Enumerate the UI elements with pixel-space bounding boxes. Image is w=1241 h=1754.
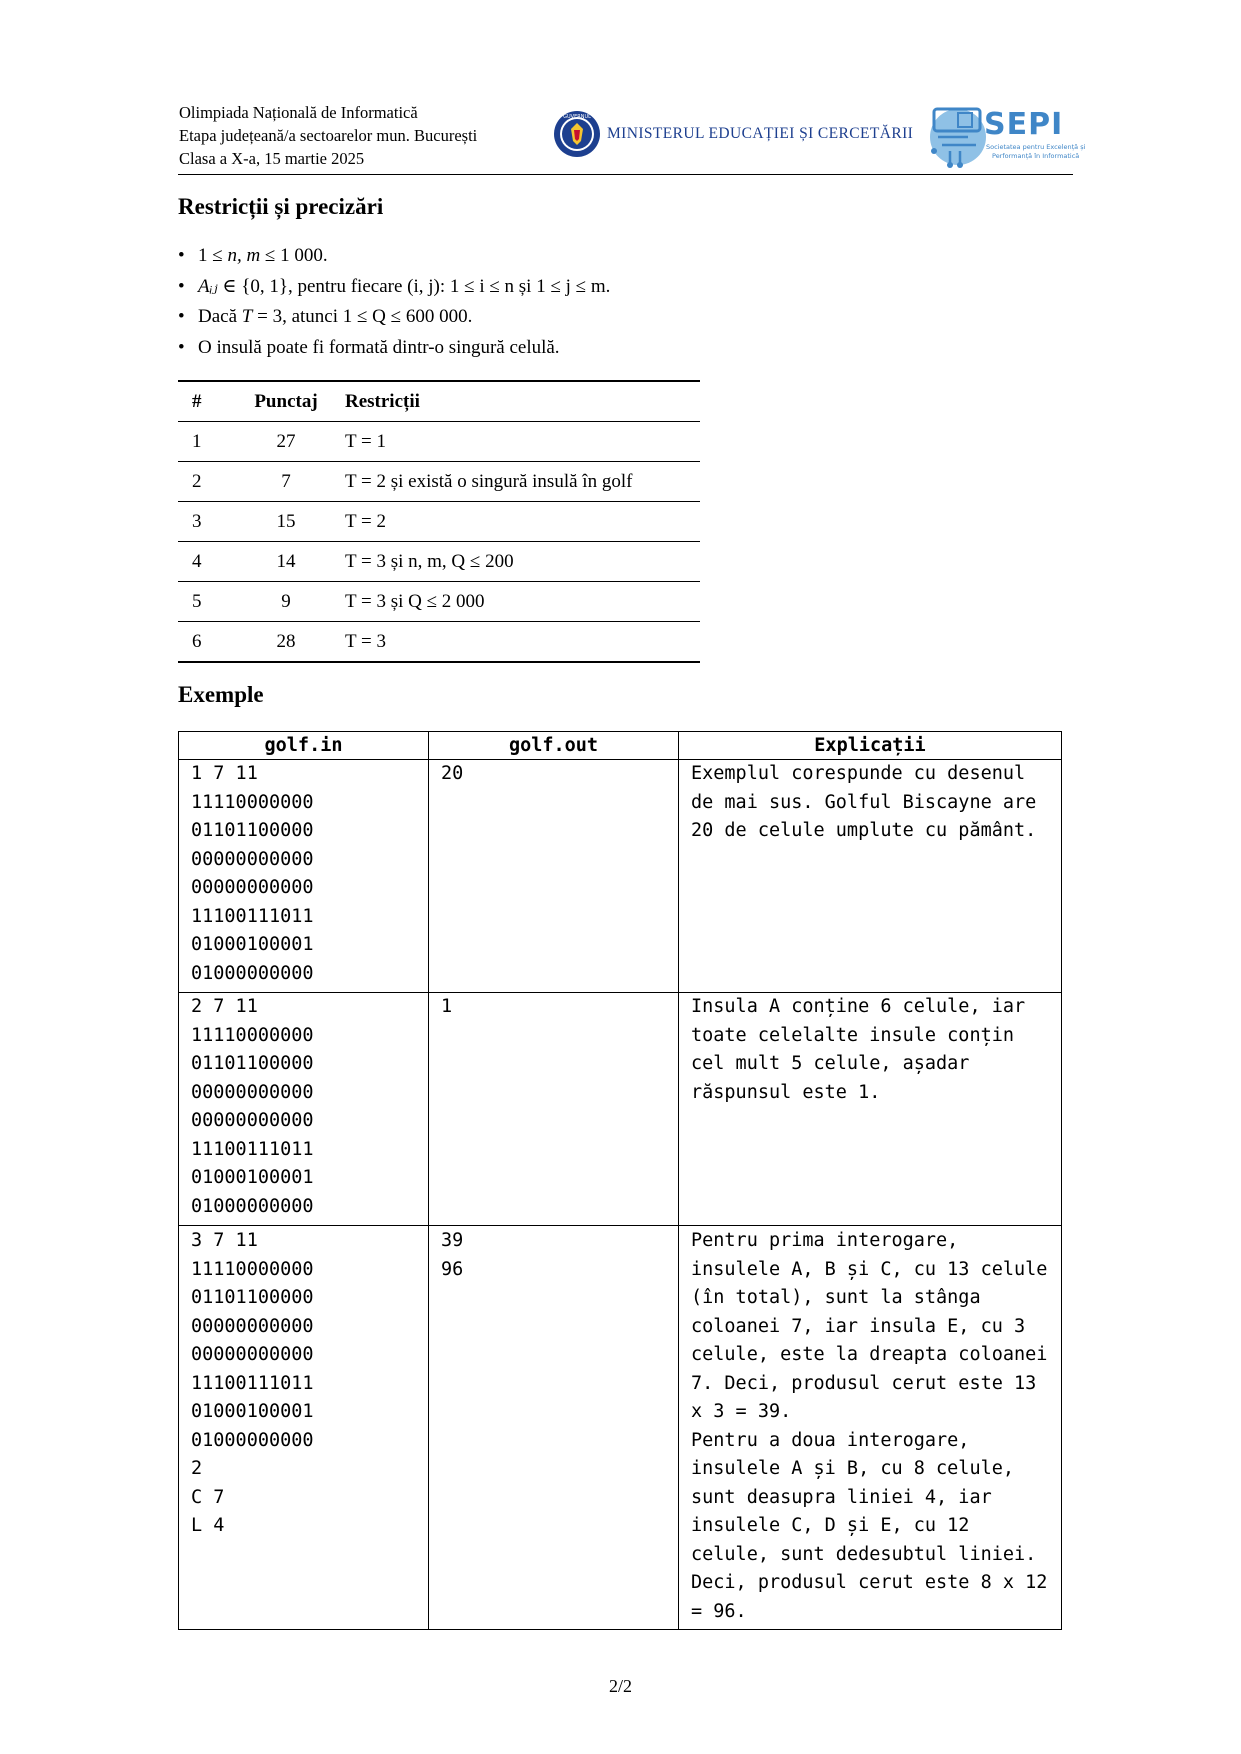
subtask-row (178, 422, 700, 462)
subtask-score: 28 (276, 630, 296, 652)
subtasks-table (178, 380, 700, 663)
subtask-score: 9 (281, 590, 291, 612)
restriction-item (178, 302, 610, 333)
subtask-score: 27 (276, 430, 296, 452)
subtask-score: 14 (276, 550, 296, 572)
header-info (179, 101, 477, 170)
subtask-row (178, 582, 700, 622)
subtask-row (178, 462, 700, 502)
example-explanation-part-1: Pentru prima interogare, insulele A, B și C, cu 13 celule (în total), sunt la stânga coloanei 7, iar insula E, cu 3 celule, este la dreapta coloanei 7. Deci, produsul cerut este 13 x 3 = 39. (691, 1230, 1048, 1422)
header-divider (178, 174, 1073, 175)
restriction-text-math: Aᵢⱼ (198, 275, 218, 297)
subtask-restriction: T = 2 și există o singură insulă în golf (345, 470, 633, 492)
restriction-text-post: = 3, atunci 1 ≤ Q ≤ 600 000. (252, 306, 473, 327)
restrictions-list (178, 241, 610, 363)
sepi-subtitle (986, 143, 1085, 161)
col-header-restrictions: Restricții (345, 390, 420, 412)
page-number: 2/2 (608, 1676, 632, 1696)
subtask-id: 6 (192, 630, 202, 652)
example-row (179, 1226, 1062, 1630)
col-header-score: Punctaj (254, 390, 318, 412)
restriction-item (178, 241, 610, 272)
restriction-text-post: ∈ {0, 1}, pentru fiecare (i, j): 1 ≤ i ≤ n și 1 ≤ j ≤ m. (217, 275, 611, 297)
restrictions-heading: Restricții și precizări (178, 194, 384, 219)
example-input-text: 1 7 11 11110000000 01101100000 00000000000 00000000000 11100111011 01000100001 01000000000 (191, 763, 314, 984)
example-explanation: Insula A conține 6 celule, iar toate celelalte insule conțin cel mult 5 celule, așadar răspunsul este 1. (679, 993, 1062, 1226)
example-explanation (679, 1226, 1062, 1630)
restriction-item (178, 272, 610, 303)
header-line-olympiad: Olimpiada Națională de Informatică (179, 103, 418, 122)
subtask-restriction: T = 3 (345, 630, 386, 652)
subtask-restriction: T = 1 (345, 430, 386, 452)
col-header-explanation: Explicații (679, 732, 1062, 760)
svg-text:GUVERNUL: GUVERNUL (563, 114, 591, 120)
example-explanation: Exemplul corespunde cu desenul de mai sus. Golful Biscayne are 20 de celule umplute cu pământ. (679, 760, 1062, 993)
example-output-text: 20 (441, 763, 464, 784)
subtask-id: 1 (192, 430, 202, 452)
header-line-class-date: Clasa a X-a, 15 martie 2025 (179, 149, 365, 168)
subtask-score: 15 (276, 510, 296, 532)
example-input (179, 760, 429, 993)
subtasks-header-row (178, 381, 700, 422)
example-input-text: 3 7 11 11110000000 01101100000 00000000000 00000000000 11100111011 01000100001 01000000000 2 C 7 L 4 (191, 1230, 314, 1536)
examples-heading: Exemple (178, 682, 264, 707)
restriction-text-pre: O insulă poate fi formată dintr-o singură celulă. (198, 336, 560, 358)
restriction-text-pre: 1 ≤ (198, 245, 228, 266)
subtask-restriction: T = 2 (345, 510, 386, 532)
subtask-row (178, 622, 700, 663)
restriction-text-math: n, m (227, 245, 261, 266)
subtask-id: 5 (192, 590, 202, 612)
example-output-text: 1 (441, 996, 453, 1017)
header-line-stage: Etapa județeană/a sectoarelor mun. București (179, 126, 478, 145)
subtask-id: 2 (192, 470, 202, 492)
col-header-input: golf.in (179, 732, 429, 760)
sepi-subtitle-line-2: Performanță în Informatică (992, 152, 1080, 160)
restriction-text-post: ≤ 1 000. (260, 245, 328, 266)
example-input (179, 993, 429, 1226)
examples-table (178, 731, 1062, 1630)
restriction-text-math: T (241, 306, 253, 327)
sepi-wordmark: SEPI (984, 107, 1064, 142)
col-header-output: golf.out (429, 732, 679, 760)
restriction-item (178, 333, 610, 364)
example-output (429, 760, 679, 993)
restriction-text-pre: Dacă (198, 306, 242, 327)
ministry-logo (553, 110, 913, 158)
subtask-id: 4 (192, 550, 202, 572)
example-row (179, 760, 1062, 993)
sepi-subtitle-line-1: Societatea pentru Excelență și (986, 143, 1086, 151)
example-row (179, 993, 1062, 1226)
ministry-name: MINISTERUL EDUCAȚIEI ȘI CERCETĂRII (607, 125, 914, 142)
subtask-row (178, 542, 700, 582)
example-input-text: 2 7 11 11110000000 01101100000 00000000000 00000000000 11100111011 01000100001 01000000000 (191, 996, 314, 1217)
government-seal-icon (553, 110, 601, 158)
subtask-row (178, 502, 700, 542)
subtask-restriction: T = 3 și n, m, Q ≤ 200 (345, 550, 514, 572)
example-output (429, 1226, 679, 1630)
example-output-text: 39 96 (441, 1230, 464, 1280)
subtask-restriction: T = 3 și Q ≤ 2 000 (345, 590, 485, 612)
examples-header-row (179, 732, 1062, 760)
example-output (429, 993, 679, 1226)
col-header-id: # (192, 390, 202, 412)
subtask-id: 3 (192, 510, 202, 532)
subtask-score: 7 (281, 470, 291, 492)
example-explanation-part-2: Pentru a doua interogare, insulele A și B, cu 8 celule, sunt deasupra liniei 4, iar insulele C, D și E, cu 12 celule, sunt dedesubtul liniei. Deci, produsul cerut este 8 x 12 = 96. (691, 1429, 1048, 1622)
example-input (179, 1226, 429, 1630)
sepi-logo (928, 107, 1086, 174)
